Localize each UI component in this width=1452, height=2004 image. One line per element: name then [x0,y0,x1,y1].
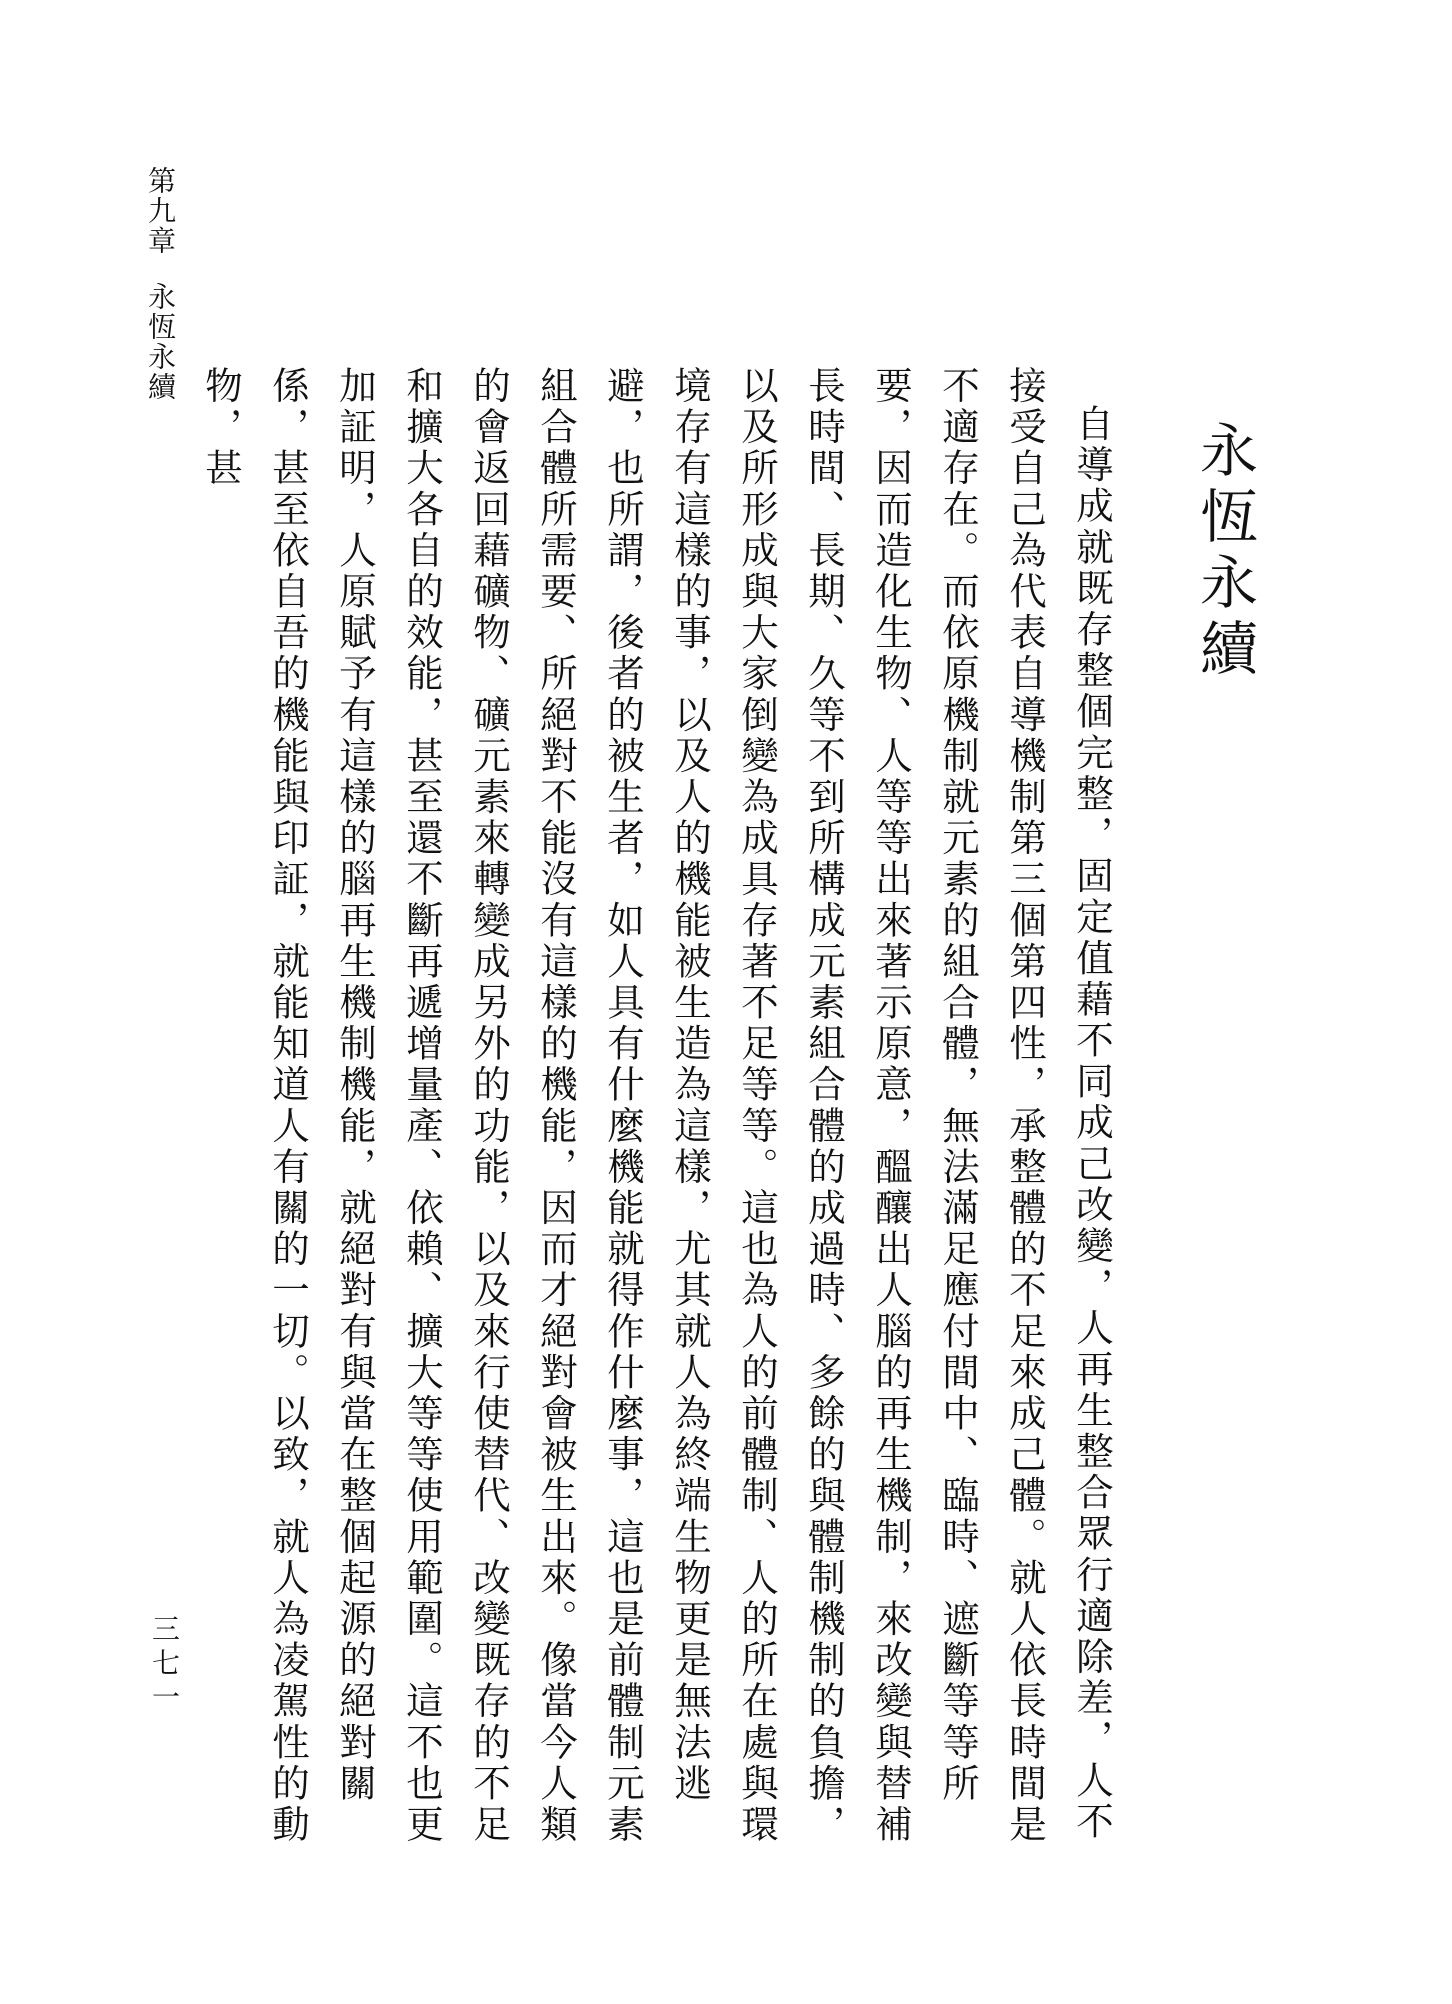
body-paragraph: 自導成就既存整個完整，固定值藉不同成己改變，人再生整合眾行適除差，人不接受自己為代表自導機制第三個第四性，承整體的不足來成己體。就人依長時間是不適存在。而依原機制就元素的組合體，無法滿足應付間中、臨時、遮斷等等所要，因而造化生物、人等等出來著示原意，醞釀出人腦的再生機制，來改變與替補長時間、長期、久等不到所構成元素組合體的成過時、多餘的與體制機制的負擔，以及所形成與大家倒變為成具存著不足等等。這也為人的前體制、人的所在處與環境存有這樣的事，以及人的機能被生造為這樣，尤其就人為終端生物更是無法逃避，也所謂，後者的被生者，如人具有什麼機能就得作什麼事，這也是前體制元素組合體所需要、所絕對不能沒有這樣的機能，因而才絕對會被生出來。像當今人類的會返回藉礦物、礦元素來轉變成另外的功能，以及來行使替代、改變既存的不足和擴大各自的效能，甚至還不斷再遞增量產、依賴、擴大等等使用範圍。這不也更加証明，人原賦予有這樣的腦再生機制機能，就絕對有與當在整個起源的絕對關係，甚至依自吾的機能與印証，就能知道人有關的一切。以致，就人為凌駕性的動物，甚 [199,366,1114,1846]
running-head [144,166,177,402]
running-head-title: 永恆永續 [144,282,177,402]
page-number: 三七一 [148,1614,181,1716]
running-head-chapter: 第九章 [144,166,177,256]
chapter-title: 永恆永續 [1190,420,1258,684]
body-text [199,366,1125,1866]
